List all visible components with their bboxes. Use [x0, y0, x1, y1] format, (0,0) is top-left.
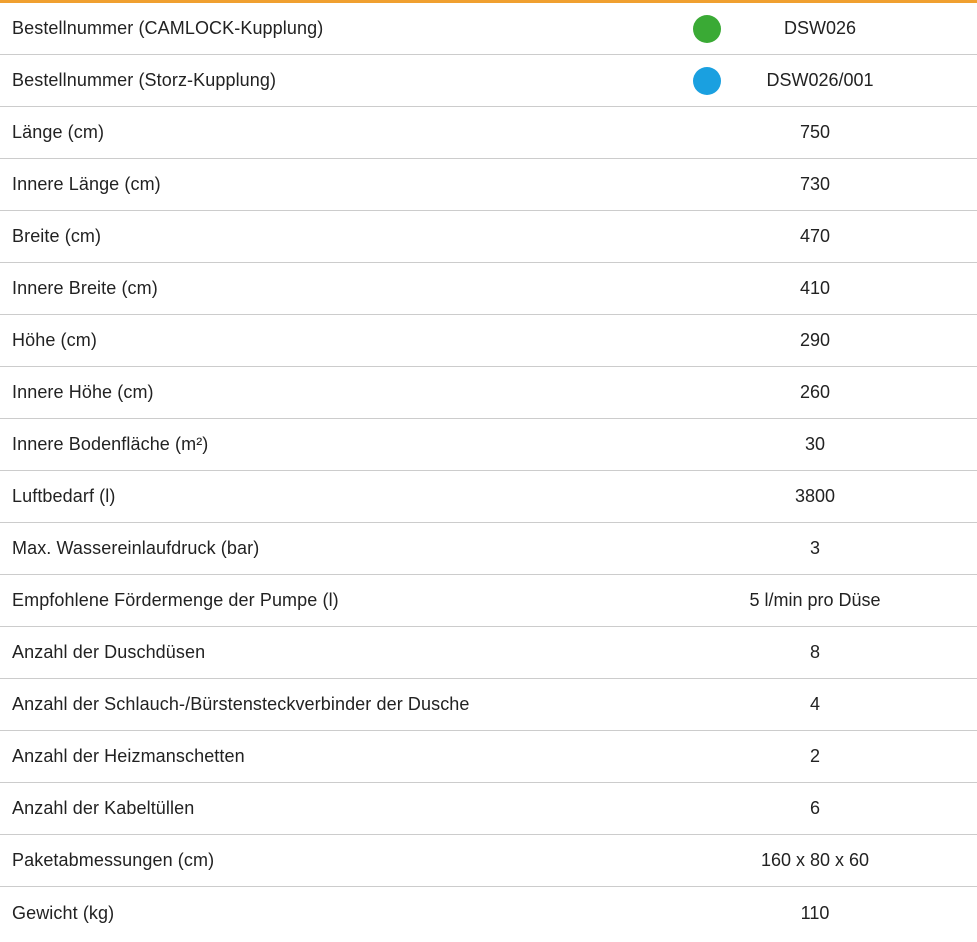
row-label: Anzahl der Heizmanschetten [12, 746, 245, 766]
table-row [0, 731, 977, 783]
row-value: DSW026/001 [766, 70, 874, 90]
row-label: Breite (cm) [12, 226, 102, 246]
table-row [0, 835, 977, 887]
row-label: Innere Länge (cm) [12, 174, 161, 194]
table-row-order-number-camlock [0, 3, 977, 55]
row-value: 730 [799, 174, 831, 194]
table-row [0, 575, 977, 627]
table-row [0, 159, 977, 211]
row-label: Innere Bodenfläche (m²) [12, 434, 209, 454]
table-row [0, 471, 977, 523]
row-value: 3 [809, 538, 820, 558]
row-label: Bestellnummer (Storz-Kupplung) [12, 70, 277, 90]
blue-circle-icon [693, 67, 721, 95]
table-row [0, 627, 977, 679]
table-row [0, 211, 977, 263]
row-label: Anzahl der Schlauch-/Bürstensteckverbinder der Dusche [12, 694, 470, 714]
row-value: 30 [804, 434, 826, 454]
row-value: 2 [809, 746, 820, 766]
row-label: Bestellnummer (CAMLOCK-Kupplung) [12, 18, 324, 38]
row-label: Empfohlene Fördermenge der Pumpe (l) [12, 590, 339, 610]
row-value: DSW026 [783, 18, 857, 38]
row-value: 290 [799, 330, 831, 350]
row-label: Innere Höhe (cm) [12, 382, 154, 402]
row-label: Innere Breite (cm) [12, 278, 158, 298]
table-row [0, 367, 977, 419]
row-value: 5 l/min pro Düse [749, 590, 881, 610]
table-row [0, 887, 977, 939]
row-value: 160 x 80 x 60 [760, 850, 870, 870]
table-row [0, 419, 977, 471]
row-value: 6 [809, 798, 820, 818]
row-label: Paketabmessungen (cm) [12, 850, 215, 870]
row-label: Gewicht (kg) [12, 902, 115, 923]
table-row [0, 523, 977, 575]
row-label: Anzahl der Duschdüsen [12, 642, 206, 662]
table-row [0, 783, 977, 835]
table-row [0, 315, 977, 367]
row-value: 3800 [794, 486, 836, 506]
table-row [0, 679, 977, 731]
row-label: Höhe (cm) [12, 330, 97, 350]
row-label: Luftbedarf (l) [12, 486, 116, 506]
row-label: Länge (cm) [12, 122, 105, 142]
row-value: 110 [800, 902, 830, 923]
row-value: 470 [799, 226, 831, 246]
row-value: 260 [799, 382, 831, 402]
table-row [0, 263, 977, 315]
green-circle-icon [693, 15, 721, 43]
row-value: 8 [809, 642, 820, 662]
row-label: Anzahl der Kabeltüllen [12, 798, 195, 818]
row-label: Max. Wassereinlaufdruck (bar) [12, 538, 260, 558]
table-row [0, 107, 977, 159]
table-row-order-number-storz [0, 55, 977, 107]
row-value: 750 [799, 122, 831, 142]
row-value: 4 [809, 694, 820, 714]
row-value: 410 [799, 278, 831, 298]
